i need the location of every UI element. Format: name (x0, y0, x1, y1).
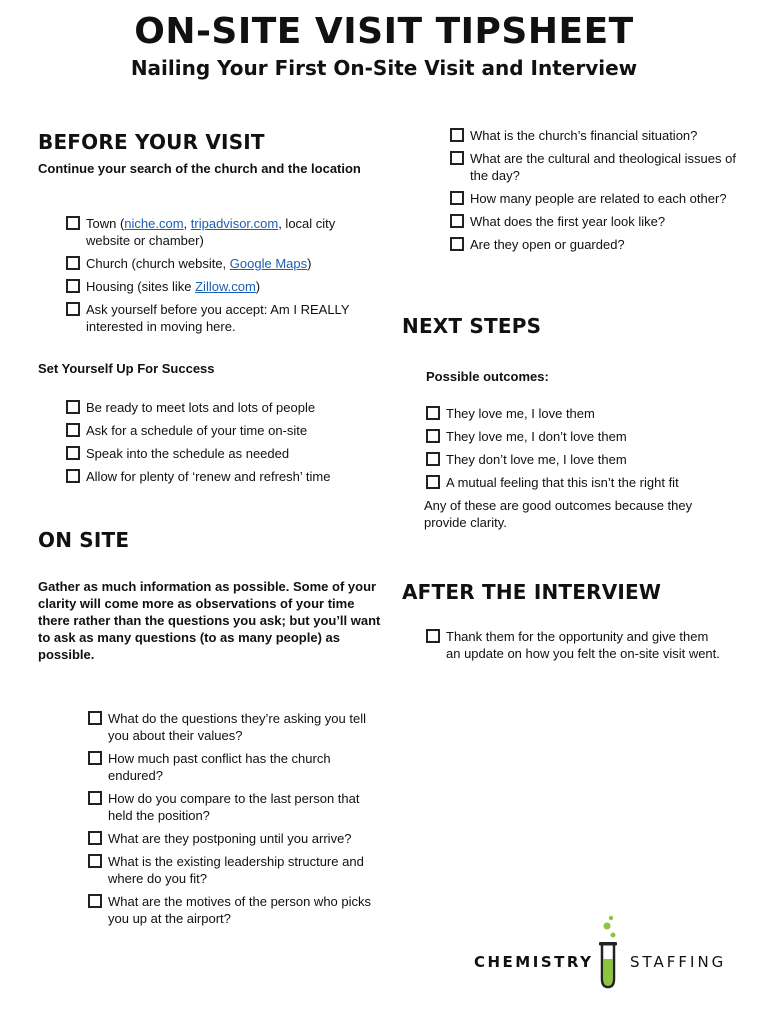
success-lead-block (38, 360, 368, 377)
checkbox-icon[interactable] (426, 475, 440, 489)
checklist-item[interactable]: Town (niche.com, tripadvisor.com, local city website or chamber) (66, 215, 376, 249)
checklist-item[interactable]: Allow for plenty of ‘renew and refresh’ time (66, 468, 386, 485)
success-lead: Set Yourself Up For Success (38, 361, 215, 376)
after-interview-heading: AFTER THE INTERVIEW (402, 580, 662, 604)
checkbox-icon[interactable] (88, 751, 102, 765)
checkbox-icon[interactable] (450, 128, 464, 142)
checklist-item[interactable]: Are they open or guarded? (450, 236, 740, 253)
on-site-section (38, 528, 383, 663)
checklist-item[interactable]: Housing (sites like Zillow.com) (66, 278, 376, 295)
after-interview-list (426, 628, 726, 668)
checkbox-icon[interactable] (88, 894, 102, 908)
checklist-item[interactable]: How many people are related to each other? (450, 190, 740, 207)
link-niche[interactable]: niche.com (124, 216, 184, 231)
checklist-item[interactable]: Thank them for the opportunity and give them an update on how you felt the on-site visit went. (426, 628, 726, 662)
link-zillow[interactable]: Zillow.com (195, 279, 256, 294)
checkbox-icon[interactable] (66, 256, 80, 270)
checkbox-icon[interactable] (450, 214, 464, 228)
on-site-lead: Gather as much information as possible. Some of your clarity will come more as observations of your time there rather than the questions you ask; but you’ll want to ask as many questions (to as many people) as possible. (38, 579, 381, 662)
checkbox-icon[interactable] (450, 191, 464, 205)
checkbox-icon[interactable] (426, 629, 440, 643)
checkbox-icon[interactable] (66, 469, 80, 483)
chemistry-staffing-logo (474, 915, 744, 995)
checkbox-icon[interactable] (66, 400, 80, 414)
checklist-item[interactable]: How do you compare to the last person that held the position? (88, 790, 378, 824)
checklist-item[interactable]: They don’t love me, I love them (426, 451, 741, 468)
checkbox-icon[interactable] (450, 151, 464, 165)
checkbox-icon[interactable] (88, 831, 102, 845)
checkbox-icon[interactable] (66, 216, 80, 230)
next-steps-note: Any of these are good outcomes because they provide clarity. (424, 498, 693, 530)
checkbox-icon[interactable] (450, 237, 464, 251)
next-steps-section (402, 314, 742, 338)
checklist-item[interactable]: They love me, I love them (426, 405, 741, 422)
logo-word-left: CHEMISTRY (474, 953, 594, 971)
checkbox-icon[interactable] (426, 406, 440, 420)
checklist-item[interactable]: Speak into the schedule as needed (66, 445, 386, 462)
before-visit-lead: Continue your search of the church and the location (38, 161, 361, 176)
checkbox-icon[interactable] (66, 446, 80, 460)
page-subtitle: Nailing Your First On-Site Visit and Interview (130, 56, 638, 80)
checkbox-icon[interactable] (88, 791, 102, 805)
checkbox-icon[interactable] (426, 452, 440, 466)
checklist-item[interactable]: What do the questions they’re asking you tell you about their values? (88, 710, 378, 744)
logo-word-right: STAFFING (630, 953, 727, 971)
success-list (66, 399, 386, 491)
on-site-list (88, 710, 378, 933)
before-visit-list (66, 215, 376, 341)
checkbox-icon[interactable] (426, 429, 440, 443)
next-steps-lead: Possible outcomes: (426, 369, 549, 384)
on-site-list-continued (450, 127, 740, 259)
checklist-item[interactable]: Be ready to meet lots and lots of people (66, 399, 386, 416)
checklist-item[interactable]: They love me, I don’t love them (426, 428, 741, 445)
page-title: ON-SITE VISIT TIPSHEET (134, 11, 634, 52)
checklist-item[interactable]: What is the church’s financial situation? (450, 127, 740, 144)
next-steps-lead-block (426, 368, 726, 385)
checkbox-icon[interactable] (88, 854, 102, 868)
next-steps-list (426, 405, 741, 531)
link-tripadvisor[interactable]: tripadvisor.com (190, 216, 279, 231)
checklist-item[interactable]: How much past conflict has the church endured? (88, 750, 378, 784)
checklist-item[interactable]: Church (church website, Google Maps) (66, 255, 376, 272)
test-tube-icon (594, 915, 624, 995)
checklist-item[interactable]: What does the first year look like? (450, 213, 740, 230)
after-interview-section (402, 580, 752, 604)
checklist-item[interactable]: What are they postponing until you arrive? (88, 830, 378, 847)
checklist-item[interactable]: A mutual feeling that this isn’t the right fit (426, 474, 741, 491)
before-visit-heading: BEFORE YOUR VISIT (38, 130, 265, 154)
checklist-item[interactable]: What are the cultural and theological issues of the day? (450, 150, 740, 184)
checkbox-icon[interactable] (66, 302, 80, 316)
checkbox-icon[interactable] (66, 279, 80, 293)
checklist-item[interactable]: Ask yourself before you accept: Am I REALLY interested in moving here. (66, 301, 376, 335)
checkbox-icon[interactable] (88, 711, 102, 725)
checkbox-icon[interactable] (66, 423, 80, 437)
next-steps-heading: NEXT STEPS (402, 314, 542, 338)
checklist-item[interactable]: What are the motives of the person who picks you up at the airport? (88, 893, 378, 927)
on-site-heading: ON SITE (38, 528, 130, 552)
checklist-item[interactable]: What is the existing leadership structure and where do you fit? (88, 853, 378, 887)
before-visit-section (38, 130, 378, 177)
checklist-item[interactable]: Ask for a schedule of your time on-site (66, 422, 386, 439)
link-google-maps[interactable]: Google Maps (229, 256, 308, 271)
